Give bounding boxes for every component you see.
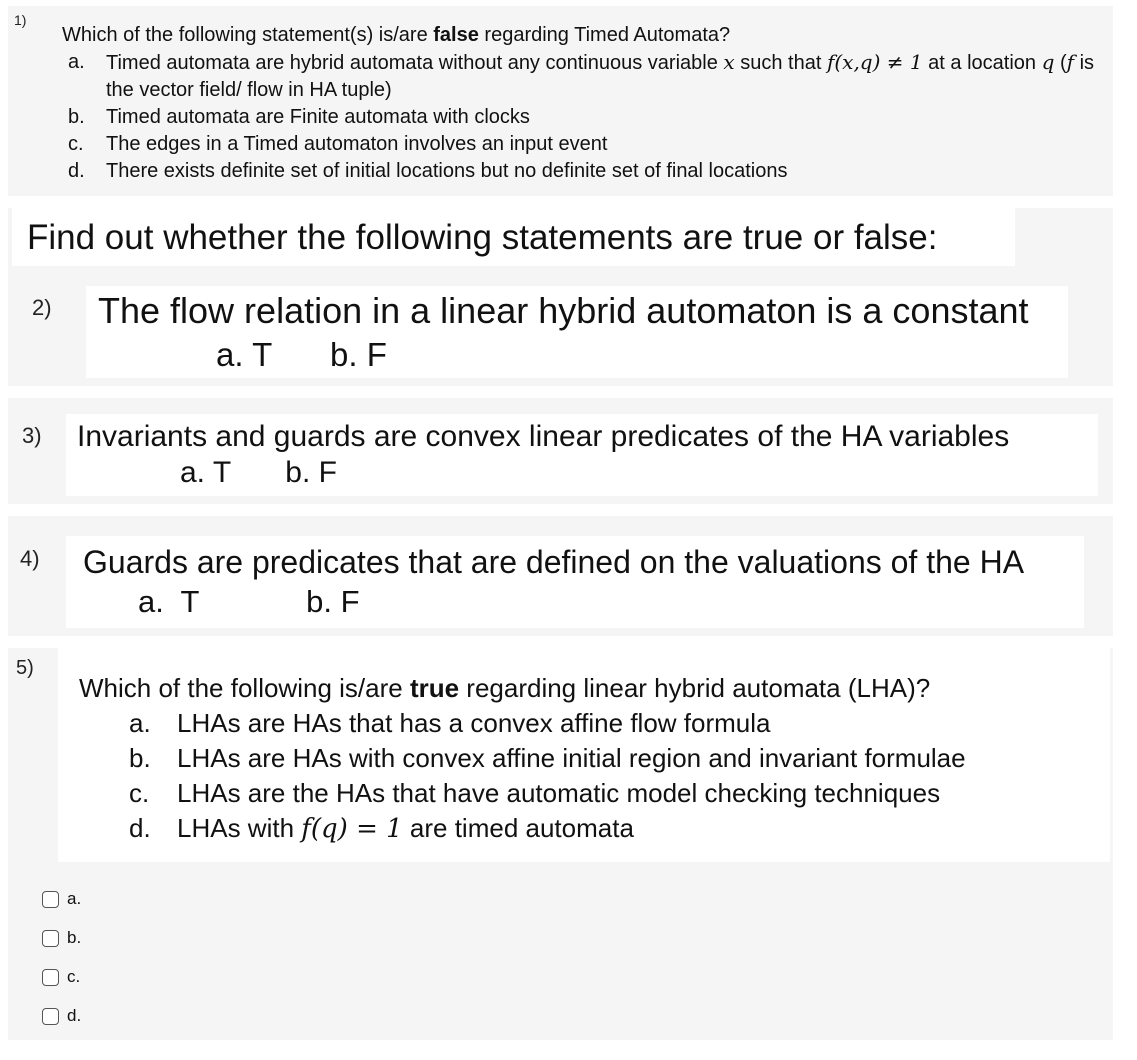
math-variable: x <box>723 50 735 74</box>
question-5-bold-word: true <box>409 673 460 703</box>
answer-choice-a[interactable] <box>42 886 81 912</box>
question-1-option-c <box>68 131 1102 158</box>
math-expression: f(x,q) ≠ 1 <box>826 50 923 74</box>
option-true: a. T <box>138 584 199 619</box>
choice-label-d: d. <box>67 1006 82 1025</box>
question-3-text: Invariants and guards are convex linear predicates of the HA variables <box>77 420 1010 453</box>
question-1-prefix: Which of the following statement(s) is/are <box>62 24 434 46</box>
option-text: at a location <box>922 52 1042 74</box>
question-5-option-d <box>129 811 1099 847</box>
option-true: a. T <box>216 336 272 373</box>
question-1-suffix: regarding Timed Automata? <box>478 24 731 46</box>
answer-choice-d[interactable] <box>42 1003 81 1029</box>
question-1-body <box>62 22 1102 185</box>
option-text: is the vector field/ flow in HA tuple) <box>106 52 1095 101</box>
option-text: LHAs with <box>177 813 302 843</box>
option-letter: d. <box>129 813 151 843</box>
option-text: are timed automata <box>402 813 634 843</box>
math-variable: f <box>1066 50 1075 74</box>
choice-label-b: b. <box>67 928 82 947</box>
checkbox-a[interactable] <box>42 891 59 908</box>
question-2-number: 2) <box>32 295 52 320</box>
question-5-number: 5) <box>16 657 34 679</box>
option-text: ( <box>1054 52 1067 74</box>
question-5-prefix: Which of the following is/are <box>79 673 410 703</box>
choice-label-c: c. <box>67 967 81 986</box>
question-5-option-b <box>129 741 1099 776</box>
question-5-suffix: regarding linear hybrid automata (LHA)? <box>459 673 931 703</box>
option-text: LHAs are HAs with convex affine initial region and invariant formulae <box>177 743 966 773</box>
checkbox-d[interactable] <box>42 1008 59 1025</box>
question-3-options <box>180 456 337 490</box>
question-1-options <box>62 49 1102 185</box>
question-1-option-b <box>68 104 1102 131</box>
option-text: The edges in a Timed automaton involves an input event <box>106 133 608 155</box>
question-2-options <box>216 336 387 374</box>
option-letter: c. <box>129 778 150 808</box>
question-1-number: 1) <box>14 12 27 28</box>
option-letter: b. <box>68 106 85 128</box>
option-false: b. F <box>306 584 360 619</box>
question-1-option-a <box>68 49 1102 104</box>
question-4-text: Guards are predicates that are defined on the valuations of the HA <box>83 544 1025 580</box>
question-5-stem <box>79 671 1099 706</box>
option-true: a. T <box>180 456 231 489</box>
math-expression: f(q) = 1 <box>301 814 403 844</box>
checkbox-c[interactable] <box>42 969 59 986</box>
checkbox-b[interactable] <box>42 930 59 947</box>
question-1-stem <box>62 22 1102 49</box>
answer-choice-b[interactable] <box>42 925 81 951</box>
question-5-option-c <box>129 776 1099 811</box>
question-3-number: 3) <box>22 423 42 448</box>
option-letter: b. <box>129 743 151 773</box>
option-false: b. F <box>285 456 337 489</box>
option-letter: a. <box>129 708 151 738</box>
choice-label-a: a. <box>67 889 82 908</box>
question-4-options <box>138 584 360 620</box>
question-5-body <box>79 671 1099 847</box>
option-text: LHAs are HAs that has a convex affine flow formula <box>177 708 771 738</box>
section-title: Find out whether the following statements are true or false: <box>27 218 938 257</box>
question-4-number: 4) <box>20 546 40 571</box>
answer-choice-c[interactable] <box>42 964 80 990</box>
question-1-option-d <box>68 158 1102 185</box>
question-1-bold-word: false <box>433 24 479 46</box>
option-text: such that <box>734 52 827 74</box>
option-text: Timed automata are hybrid automata without any continuous variable <box>106 52 724 74</box>
question-5-options <box>79 706 1099 847</box>
option-text: Timed automata are Finite automata with clocks <box>106 106 530 128</box>
option-letter: a. <box>68 51 85 73</box>
option-text: LHAs are the HAs that have automatic model checking techniques <box>177 778 941 808</box>
question-2-text: The flow relation in a linear hybrid automaton is a constant <box>98 290 1029 331</box>
option-text: There exists definite set of initial locations but no definite set of final locations <box>106 160 788 182</box>
option-letter: d. <box>68 160 85 182</box>
option-false: b. F <box>330 336 387 373</box>
math-variable: q <box>1041 50 1055 74</box>
question-5-option-a <box>129 706 1099 741</box>
option-letter: c. <box>68 133 84 155</box>
